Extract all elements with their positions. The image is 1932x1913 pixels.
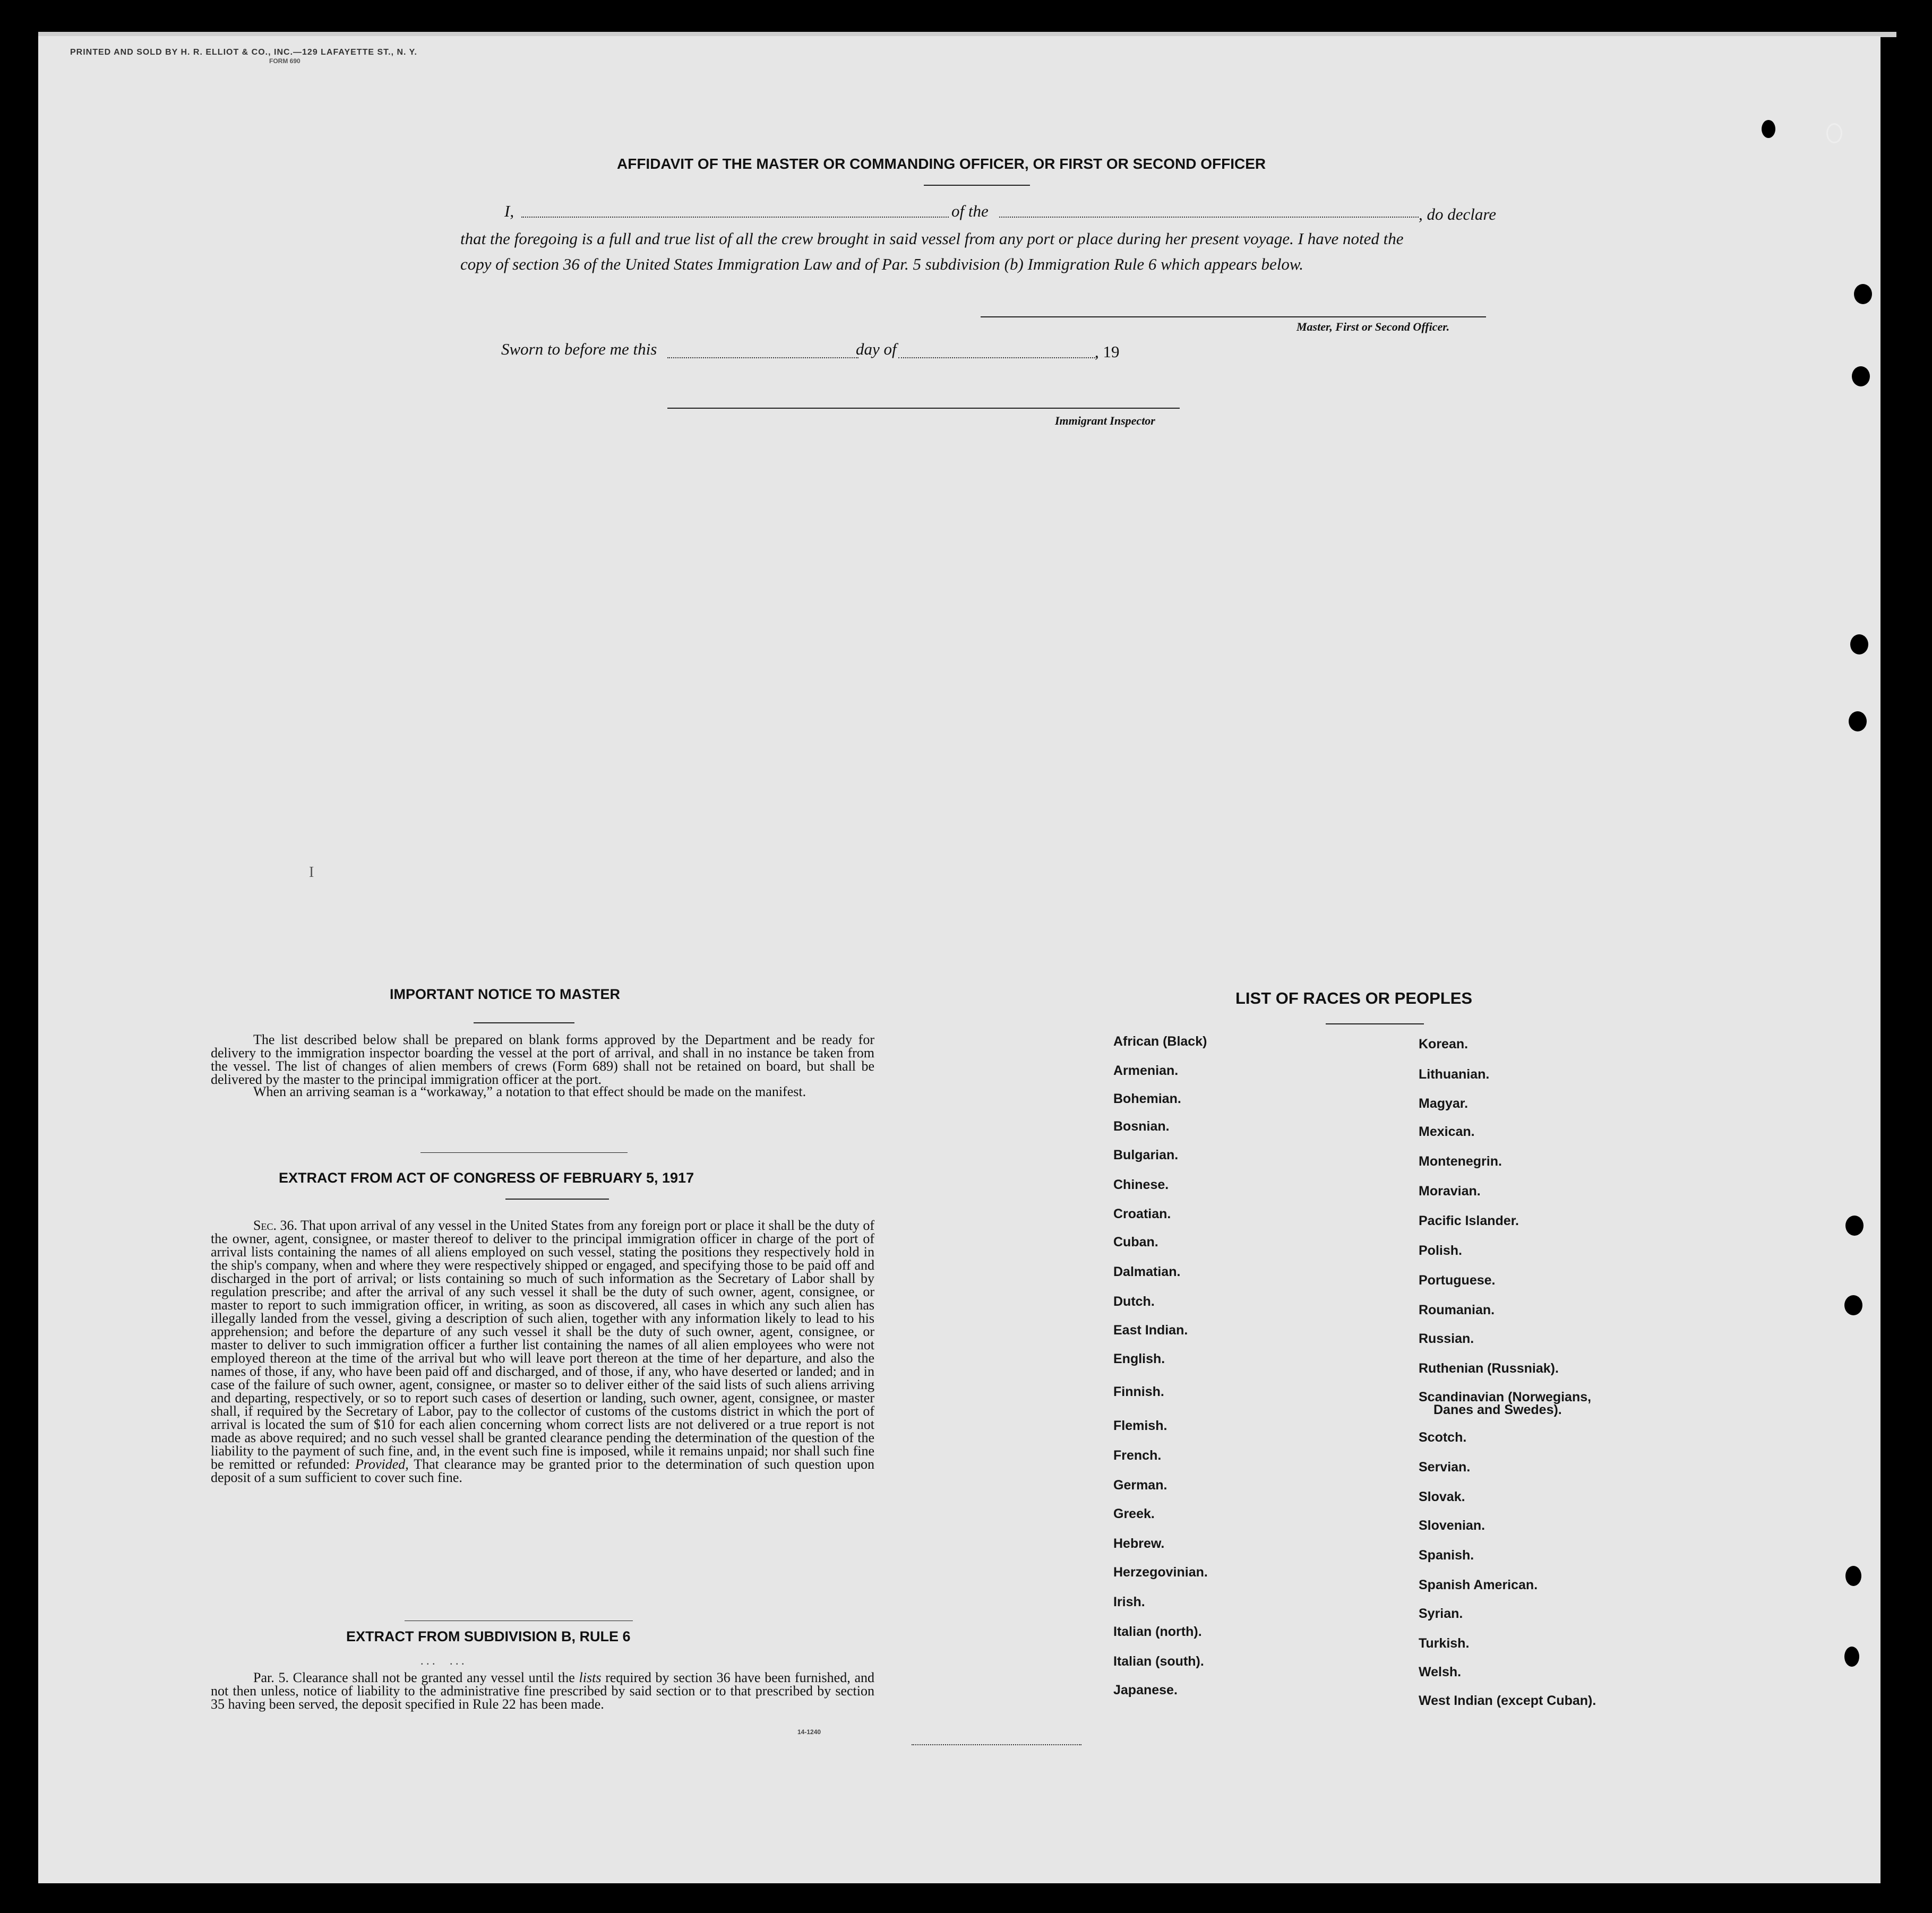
punch-hole — [1852, 366, 1870, 386]
race-item: Japanese. — [1113, 1683, 1178, 1697]
notice-paragraph-2: When an arriving seaman is a “workaway,” a notation to that effect should be made on the manifest. — [253, 1084, 806, 1099]
sworn-day-blank[interactable] — [667, 357, 858, 358]
manifest-page — [38, 36, 1881, 1883]
race-item: Greek. — [1113, 1506, 1155, 1521]
section-36-text: That upon arrival of any vessel in the United States from any foreign port or place it shall be the duty of the owner, agent, consignee, or master thereof to deliver to the principal immigration officer in charge of the port of arrival lists containing the names of all aliens employed on such vessel, stating the positions they respectively hold in the ship's company, when and where they were respectively shipped or engaged, and specifying those to be paid off and discharged in the port of arrival; or lists containing so much of such information as the Secretary of Labor shall by regulation prescribe; and after the arrival of any such vessel it shall be the duty of such owner, agent, consignee, or master to report to such immigration officer, in writing, as soon as discovered, all cases in which any such alien has illegally landed from the vessel, giving a description of such alien, together with any information likely to lead to his apprehension; and before the departure of any such vessel it shall be the duty of such owner, agent, consignee, or master to deliver to such immigration officer a further list containing the names of all alien employees who were not employed thereon at the time of the arrival but who will leave port thereon at the time of her departure, and also the names of those, if any, who have been paid off and discharged, and of those, if any, who have deserted or landed; and in case of the failure of such owner, agent, consignee, or master so to deliver either of the said lists of such aliens arriving and departing, respectively, or so to report such cases of desertion or landing, such owner, agent, consignee, or master shall, if required by the Secretary of Labor, pay to the collector of customs of the customs district in which the port of arrival is located the sum of $10 for each alien concerning whom correct lists are not delivered or a true report is not made as above required; and no such vessel shall be granted clearance pending the determination of the question of the liability to the payment of such fine, and, in the event such fine is imposed, while it remains unpaid; nor shall such fine be remitted or refunded: — [211, 1218, 874, 1472]
margin-mark: I — [309, 864, 314, 881]
notice-title: IMPORTANT NOTICE TO MASTER — [390, 986, 620, 1002]
notice-rule — [474, 1022, 574, 1023]
punch-hole — [1845, 1566, 1861, 1586]
races-title: LIST OF RACES OR PEOPLES — [1235, 989, 1473, 1007]
leader-dots — [912, 1744, 1081, 1745]
race-item: English. — [1113, 1351, 1165, 1366]
race-item: Moravian. — [1419, 1184, 1481, 1199]
master-signature-line[interactable] — [981, 316, 1486, 317]
punch-hole — [1844, 1647, 1859, 1667]
race-item: Italian (south). — [1113, 1654, 1204, 1669]
race-item: Servian. — [1419, 1460, 1471, 1475]
race-item: French. — [1113, 1448, 1162, 1463]
race-item: West Indian (except Cuban). — [1419, 1693, 1596, 1708]
race-item: Irish. — [1113, 1595, 1145, 1609]
punch-hole — [1844, 1295, 1862, 1315]
title-rule — [924, 185, 1030, 186]
act-extract-rule — [505, 1199, 609, 1200]
race-item: Dutch. — [1113, 1294, 1155, 1309]
race-item: Pacific Islander. — [1419, 1213, 1519, 1228]
rule-text-b: required by section 36 have been furnished, and not then unless, notice of liability to the administrative fine prescribed by said section or to that prescribed by section 35 having been served, the deposit specified in Rule 22 has been made. — [211, 1670, 874, 1712]
year-label: , 19 — [1095, 342, 1120, 361]
race-item: German. — [1113, 1478, 1167, 1493]
inspector-signature-label: Immigrant Inspector — [1055, 414, 1155, 427]
day-of-label: day of — [856, 340, 897, 358]
race-item: Italian (north). — [1113, 1624, 1202, 1639]
race-item: Spanish. — [1419, 1548, 1474, 1563]
section-rule — [420, 1152, 628, 1153]
act-extract-title: EXTRACT FROM ACT OF CONGRESS OF FEBRUARY 5, 1917 — [279, 1170, 694, 1186]
rule-extract-body — [211, 1671, 874, 1711]
sworn-month-blank[interactable] — [898, 357, 1097, 358]
race-item: Bohemian. — [1113, 1091, 1181, 1106]
race-item: Armenian. — [1113, 1063, 1179, 1078]
race-item: African (Black) — [1113, 1034, 1207, 1049]
master-signature-label: Master, First or Second Officer. — [1296, 320, 1450, 333]
race-item: Lithuanian. — [1419, 1067, 1490, 1082]
inspector-signature-line[interactable] — [667, 408, 1180, 409]
printer-credit: PRINTED AND SOLD BY H. R. ELLIOT & CO., INC.—129 LAFAYETTE ST., N. Y. — [70, 48, 417, 57]
race-item: Cuban. — [1113, 1235, 1158, 1250]
ellipsis-marks: . . . . . . — [420, 1654, 465, 1667]
race-item: Roumanian. — [1419, 1303, 1495, 1317]
race-item: Montenegrin. — [1419, 1154, 1502, 1169]
section-36-text-end: That clearance may be granted prior to the determination of such question upon deposit of a sum sufficient to cover such fine. — [211, 1457, 875, 1485]
race-item: Polish. — [1419, 1243, 1462, 1258]
sworn-label: Sworn to before me this — [501, 340, 657, 358]
race-item: East Indian. — [1113, 1323, 1188, 1338]
race-item: Scotch. — [1419, 1430, 1467, 1445]
affidavit-line-3: copy of section 36 of the United States Immigration Law and of Par. 5 subdivision (b) Immigration Rule 6 which appears below. — [460, 255, 1304, 273]
race-item: Mexican. — [1419, 1124, 1475, 1139]
affidavit-line-2: that the foregoing is a full and true list of all the crew brought in said vessel from any port or place during her present voyage. I have noted the — [460, 229, 1404, 248]
race-item: Portuguese. — [1419, 1273, 1496, 1288]
races-rule — [1326, 1023, 1424, 1024]
form-number: FORM 690 — [269, 57, 300, 65]
punch-hole — [1845, 1216, 1864, 1236]
affidavit-of-the: of the — [951, 202, 989, 220]
race-item: Korean. — [1419, 1037, 1469, 1052]
race-item: Danes and Swedes). — [1433, 1402, 1562, 1417]
race-item: Finnish. — [1113, 1384, 1164, 1399]
race-item: Slovenian. — [1419, 1518, 1486, 1533]
rule-text-a: Par. 5. Clearance shall not be granted any vessel until the — [253, 1670, 575, 1685]
race-item: Bulgarian. — [1113, 1148, 1179, 1162]
rule-extract-title: EXTRACT FROM SUBDIVISION B, RULE 6 — [346, 1628, 631, 1644]
vessel-blank[interactable] — [999, 217, 1419, 218]
race-item: Syrian. — [1419, 1606, 1463, 1621]
section-label: Sec. 36. — [253, 1218, 297, 1233]
notice-paragraph-1: The list described below shall be prepared on blank forms approved by the Department and be ready for delivery to the immigration inspector boarding the vessel at the port of arrival, and shall in no instance be taken from the vessel. The list of changes of alien members of crews (Form 689) shall not be retained on board, but shall be delivered by the master to the principal immigration officer at the port. — [211, 1032, 874, 1087]
punch-hole — [1849, 711, 1867, 731]
race-item: Flemish. — [1113, 1418, 1167, 1433]
act-extract-body — [211, 1219, 874, 1484]
race-item: Scandinavian (Norwegians, — [1419, 1390, 1592, 1404]
provided-word: Provided, — [355, 1457, 409, 1472]
print-code: 14-1240 — [797, 1728, 821, 1736]
name-blank[interactable] — [521, 217, 949, 218]
affidavit-do-declare: , do declare — [1419, 205, 1497, 223]
race-item: Chinese. — [1113, 1177, 1169, 1192]
lists-word: lists — [579, 1670, 602, 1685]
punch-hole — [1850, 634, 1868, 654]
race-item: Turkish. — [1419, 1636, 1470, 1651]
punch-hole — [1854, 284, 1872, 304]
race-item: Russian. — [1419, 1331, 1474, 1346]
race-item: Herzegovinian. — [1113, 1565, 1208, 1580]
race-item: Bosnian. — [1113, 1119, 1170, 1134]
race-item: Spanish American. — [1419, 1578, 1538, 1592]
race-item: Magyar. — [1419, 1096, 1469, 1111]
race-item: Welsh. — [1419, 1665, 1462, 1679]
race-item: Ruthenian (Russniak). — [1419, 1361, 1559, 1376]
race-item: Slovak. — [1419, 1489, 1465, 1504]
race-item: Hebrew. — [1113, 1536, 1165, 1551]
race-item: Croatian. — [1113, 1207, 1171, 1221]
affidavit-i-label: I, — [504, 202, 514, 220]
punch-hole — [1762, 120, 1775, 138]
affidavit-title: AFFIDAVIT OF THE MASTER OR COMMANDING OFFICER, OR FIRST OR SECOND OFFICER — [617, 156, 1266, 172]
race-item: Dalmatian. — [1113, 1264, 1181, 1279]
punch-hole — [1826, 123, 1842, 143]
